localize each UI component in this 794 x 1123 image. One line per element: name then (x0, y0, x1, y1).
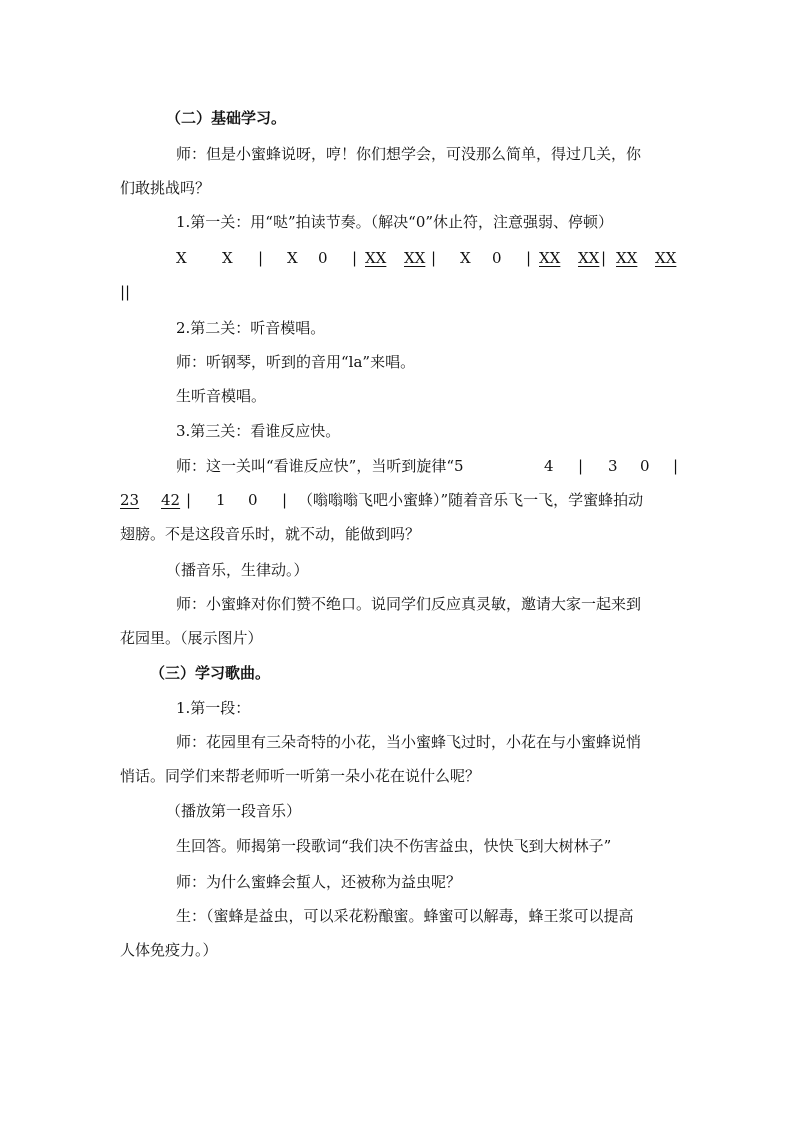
melody-barline: | (282, 491, 288, 509)
rhythm-eighth-pair: XX (655, 249, 677, 267)
paragraph-student-answer-line2: 人体免疫力。） (120, 941, 218, 959)
rhythm-note: X (287, 249, 298, 267)
rhythm-eighth-pair: XX (404, 249, 426, 267)
rhythm-eighth-pair: XX (578, 249, 600, 267)
melody-rest: 0 (248, 491, 258, 509)
section-heading-learn-song: （三）学习歌曲。 (150, 664, 271, 682)
paragraph-student-answer-line1: 生：（蜜蜂是益虫，可以采花粉酿蜜。蜂蜜可以解毒，蜂王浆可以提高 (176, 907, 634, 925)
melody-rest: 0 (640, 457, 650, 475)
melody-eighth-pair: 42 (161, 491, 181, 509)
melody-barline: | (578, 457, 584, 475)
rhythm-rest: 0 (492, 249, 502, 267)
melody-barline: | (673, 457, 679, 475)
paragraph-teacher-question: 师：为什么蜜蜂会蜇人，还被称为益虫呢？ (176, 873, 462, 891)
section-heading-basic-learning: （二）基础学习。 (166, 109, 287, 127)
melody-eighth-pair: 23 (120, 491, 140, 509)
paragraph-praise-line1: 师：小蜜蜂对你们赞不绝口。说同学们反应真灵敏，邀请大家一起来到 (176, 595, 642, 613)
melody-line-2 (0, 490, 794, 510)
melody-note: 3 (608, 457, 618, 475)
rhythm-final-barline: || (120, 283, 131, 301)
paragraph-play-music: （播音乐，生律动。） (166, 561, 309, 579)
level-two-text: 2.第二关：听音模唱。 (176, 319, 326, 337)
rhythm-barline: | (526, 249, 532, 267)
melody-barline: | (186, 491, 192, 509)
rhythm-barline: | (258, 249, 264, 267)
paragraph-student-sing: 生听音模唱。 (176, 387, 267, 405)
rhythm-rest: 0 (318, 249, 328, 267)
rhythm-note: X (176, 249, 187, 267)
melody-trailing-text: （嗡嗡嗡飞吧小蜜蜂）”随着音乐飞一飞，学蜜蜂拍动 (298, 491, 644, 509)
paragraph-teacher-piano: 师：听钢琴，听到的音用“la”来唱。 (176, 353, 416, 371)
melody-line-1 (0, 456, 794, 476)
rhythm-eighth-pair: XX (365, 249, 387, 267)
level-three-text: 3.第三关：看谁反应快。 (176, 422, 341, 440)
rhythm-eighth-pair: XX (539, 249, 561, 267)
rhythm-barline: | (352, 249, 358, 267)
paragraph-praise-line2: 花园里。（展示图片） (120, 629, 263, 647)
paragraph-flowers-line2: 悄话。同学们来帮老师听一听第一朵小花在说什么呢？ (120, 767, 481, 785)
rhythm-barline: | (431, 249, 437, 267)
rhythm-eighth-pair: XX (616, 249, 638, 267)
rhythm-note: X (222, 249, 233, 267)
paragraph-teacher-challenge-line2: 们敢挑战吗？ (120, 179, 211, 197)
melody-note: 4 (544, 457, 554, 475)
part-one-label: 1.第一段： (176, 699, 251, 717)
rhythm-barline: | (601, 249, 607, 267)
melody-lead-text: 师：这一关叫“看谁反应快”，当听到旋律“5 (176, 457, 464, 475)
paragraph-teacher-challenge-line1: 师：但是小蜜蜂说呀，哼！你们想学会，可没那么简单，得过几关，你 (176, 145, 642, 163)
paragraph-flowers-line1: 师：花园里有三朵奇特的小花，当小蜜蜂飞过时，小花在与小蜜蜂说悄 (176, 733, 642, 751)
rhythm-notation-line (0, 248, 794, 268)
level-one-text: 1.第一关：用“哒”拍读节奏。（解决“0”休止符，注意强弱、停顿） (176, 213, 614, 231)
paragraph-play-part-one: （播放第一段音乐） (166, 802, 302, 820)
rhythm-note: X (460, 249, 471, 267)
paragraph-flap-wings: 翅膀。不是这段音乐时，就不动，能做到吗？ (120, 525, 421, 543)
melody-note: 1 (216, 491, 226, 509)
paragraph-lyrics-reveal: 生回答。师揭第一段歌词“我们决不伤害益虫，快快飞到大树林子” (176, 837, 612, 855)
